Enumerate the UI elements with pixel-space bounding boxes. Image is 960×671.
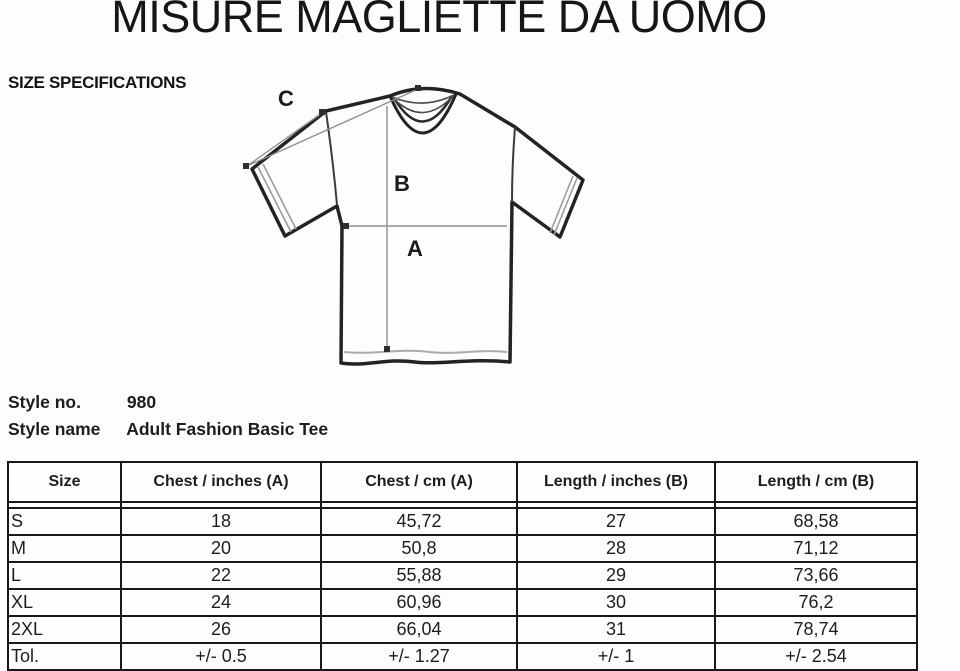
chest-inches-cell: +/- 0.5: [122, 644, 322, 669]
size-cell: M: [9, 536, 122, 561]
chest-cm-cell: 66,04: [322, 617, 518, 642]
column-header-size: Size: [9, 463, 122, 501]
column-header-chest-cm: Chest / cm (A): [322, 463, 518, 501]
chest-inches-cell: 26: [122, 617, 322, 642]
chest-cm-cell: +/- 1.27: [322, 644, 518, 669]
style-name-value: Adult Fashion Basic Tee: [126, 419, 329, 439]
style-info-block: [8, 389, 328, 443]
chest-cm-cell: 50,8: [322, 536, 518, 561]
divider-cell: [9, 503, 122, 507]
table-row-tolerance: [9, 644, 916, 669]
table-row-xl: [9, 590, 916, 617]
chest-cm-cell: 45,72: [322, 509, 518, 534]
diagram-label-b: B: [394, 171, 410, 196]
chest-cm-cell: 60,96: [322, 590, 518, 615]
size-specifications-heading: SIZE SPECIFICATIONS: [8, 73, 187, 92]
measure-dot: [415, 85, 421, 91]
divider-cell: [122, 503, 322, 507]
table-row-m: [9, 536, 916, 563]
style-no-value: 980: [126, 392, 157, 412]
size-table: [7, 461, 918, 671]
length-inches-cell: 29: [518, 563, 716, 588]
length-inches-cell: 31: [518, 617, 716, 642]
table-row-s: [9, 509, 916, 536]
length-cm-cell: 78,74: [793, 619, 839, 639]
column-header-chest-inches: Chest / inches (A): [122, 463, 322, 501]
diagram-label-c: C: [278, 86, 294, 111]
chest-inches-cell: 20: [122, 536, 322, 561]
length-inches-cell: 28: [518, 536, 716, 561]
table-row-l: [9, 563, 916, 590]
length-inches-cell: 27: [518, 509, 716, 534]
style-no-label: Style no.: [8, 392, 81, 412]
diagram-label-a: A: [407, 236, 423, 261]
measure-dot: [343, 223, 349, 229]
length-cm-cell: 76,2: [798, 592, 834, 612]
size-cell: XL: [9, 590, 122, 615]
measure-dot: [319, 109, 325, 115]
divider-cell: [518, 503, 716, 507]
size-cell: S: [9, 509, 122, 534]
measure-dot: [243, 163, 249, 169]
divider-cell: [716, 503, 916, 507]
chest-cm-cell: 55,88: [322, 563, 518, 588]
size-cell: 2XL: [9, 617, 122, 642]
chest-inches-cell: 18: [122, 509, 322, 534]
tshirt-measurement-diagram: [215, 78, 635, 378]
chest-inches-cell: 22: [122, 563, 322, 588]
length-cm-cell: 68,58: [793, 511, 839, 531]
size-cell: Tol.: [9, 644, 122, 669]
style-name-row: [8, 416, 328, 443]
length-cm-cell: +/- 2.54: [785, 646, 847, 666]
length-cm-cell: 71,12: [793, 538, 839, 558]
table-header-row: [9, 463, 916, 503]
size-cell: L: [9, 563, 122, 588]
style-no-row: [8, 389, 328, 416]
divider-cell: [322, 503, 518, 507]
column-header-length-inches: Length / inches (B): [518, 463, 716, 501]
length-cm-cell: 73,66: [793, 565, 839, 585]
chest-inches-cell: 24: [122, 590, 322, 615]
table-row-2xl: [9, 617, 916, 644]
column-header-length-cm: Length / cm (B): [757, 473, 875, 490]
length-inches-cell: +/- 1: [518, 644, 716, 669]
style-name-label: Style name: [8, 419, 101, 439]
measure-dot: [384, 346, 390, 352]
page-title: MISURE MAGLIETTE DA UOMO: [111, 0, 767, 42]
length-inches-cell: 30: [518, 590, 716, 615]
